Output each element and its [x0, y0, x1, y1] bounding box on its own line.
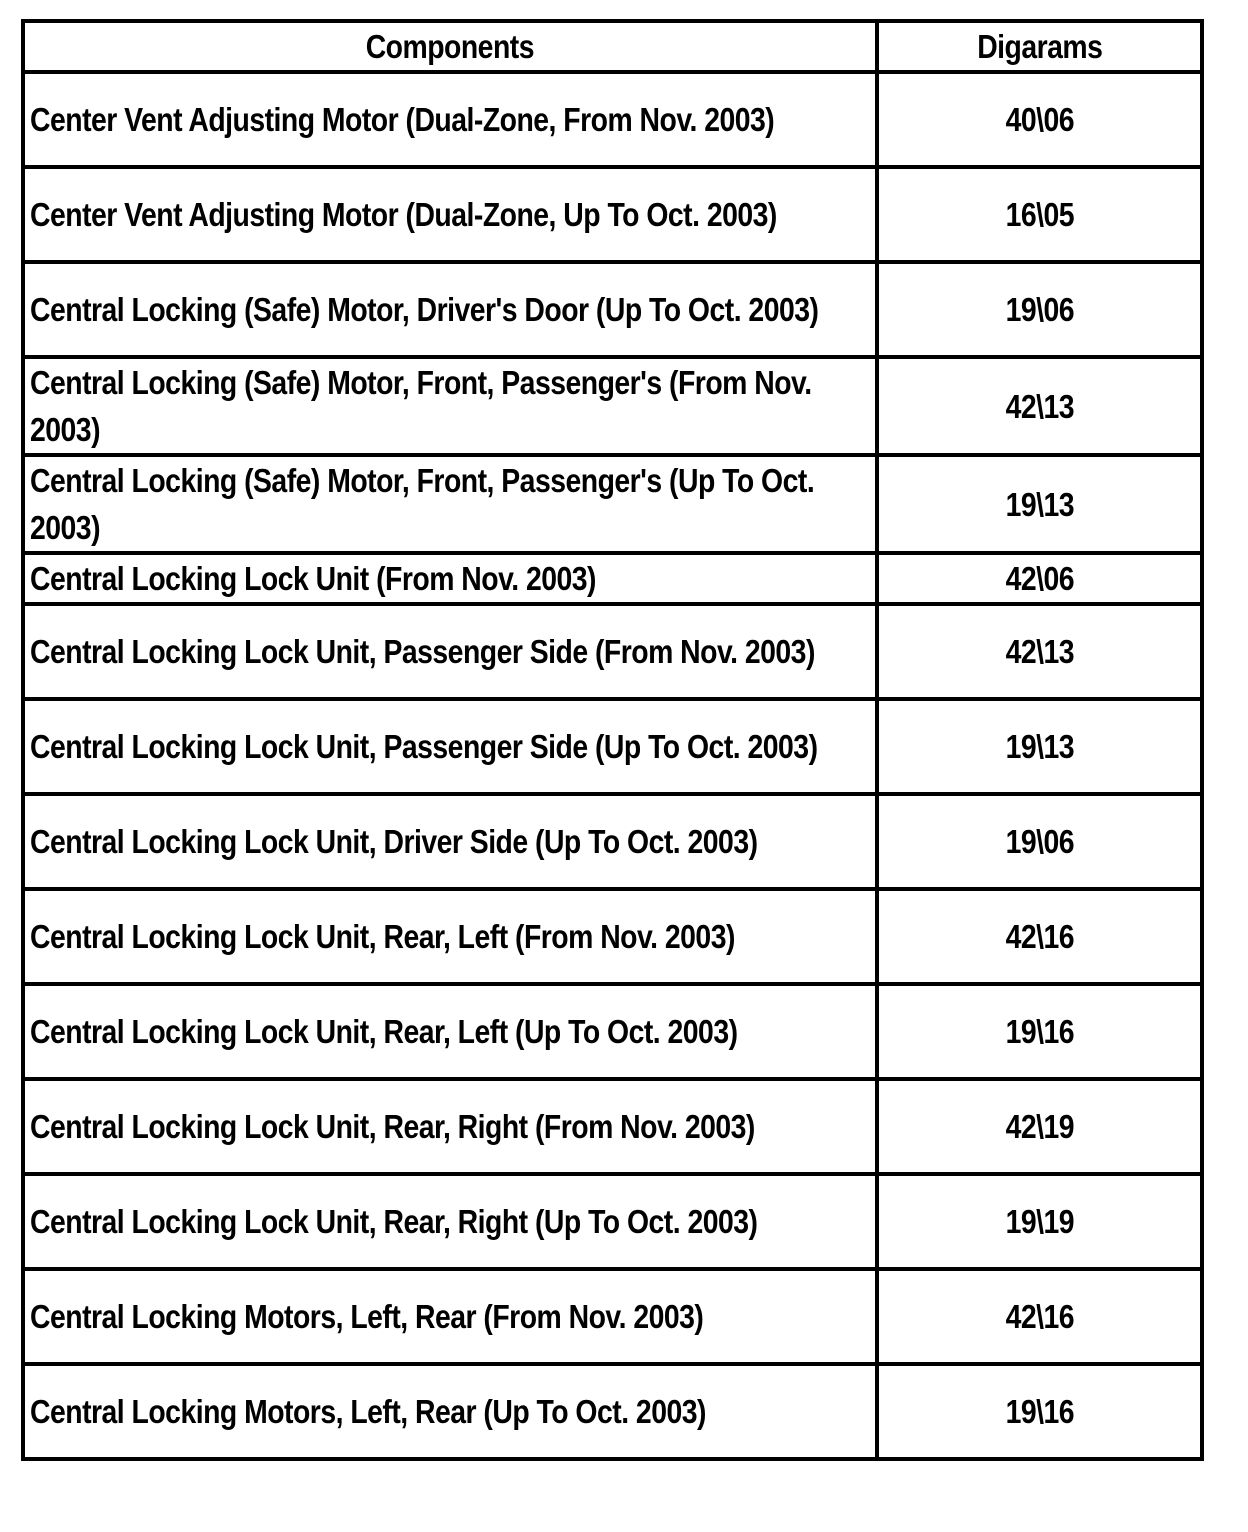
- component-cell: Central Locking Lock Unit, Rear, Right (Up To Oct. 2003): [23, 1174, 877, 1269]
- header-components: Components: [23, 21, 877, 72]
- diagram-cell: 19\06: [877, 794, 1202, 889]
- table-row: [23, 699, 1202, 794]
- component-cell: Central Locking (Safe) Motor, Front, Passenger's (From Nov. 2003): [23, 357, 877, 455]
- diagram-cell: 19\16: [877, 1364, 1202, 1459]
- table-row: [23, 794, 1202, 889]
- component-cell: Central Locking Lock Unit, Driver Side (Up To Oct. 2003): [23, 794, 877, 889]
- component-cell: Central Locking Motors, Left, Rear (From Nov. 2003): [23, 1269, 877, 1364]
- component-cell: Central Locking Motors, Left, Rear (Up To Oct. 2003): [23, 1364, 877, 1459]
- component-cell: Central Locking (Safe) Motor, Front, Passenger's (Up To Oct. 2003): [23, 455, 877, 553]
- table-row: [23, 1364, 1202, 1459]
- diagram-cell: 42\16: [877, 1269, 1202, 1364]
- diagram-cell: 19\06: [877, 262, 1202, 357]
- component-cell: Center Vent Adjusting Motor (Dual-Zone, Up To Oct. 2003): [23, 167, 877, 262]
- diagram-cell: 42\16: [877, 889, 1202, 984]
- table-row: [23, 357, 1202, 455]
- table-row: [23, 167, 1202, 262]
- table-row: [23, 553, 1202, 604]
- table-row: [23, 889, 1202, 984]
- table-row: [23, 984, 1202, 1079]
- diagram-cell: 19\13: [877, 699, 1202, 794]
- table-row: [23, 72, 1202, 167]
- diagram-cell: 16\05: [877, 167, 1202, 262]
- component-cell: Central Locking Lock Unit, Passenger Side (Up To Oct. 2003): [23, 699, 877, 794]
- diagram-cell: 40\06: [877, 72, 1202, 167]
- table-row: [23, 455, 1202, 553]
- component-cell: Central Locking Lock Unit, Rear, Left (Up To Oct. 2003): [23, 984, 877, 1079]
- table-row: [23, 1079, 1202, 1174]
- components-diagrams-table: [21, 19, 1204, 1461]
- component-cell: Central Locking Lock Unit, Rear, Right (From Nov. 2003): [23, 1079, 877, 1174]
- table-row: [23, 1174, 1202, 1269]
- diagram-cell: 42\13: [877, 604, 1202, 699]
- diagram-cell: 42\13: [877, 357, 1202, 455]
- component-cell: Central Locking Lock Unit (From Nov. 2003): [23, 553, 877, 604]
- component-cell: Central Locking Lock Unit, Passenger Side (From Nov. 2003): [23, 604, 877, 699]
- diagram-cell: 19\19: [877, 1174, 1202, 1269]
- table-row: [23, 604, 1202, 699]
- component-cell: Central Locking (Safe) Motor, Driver's Door (Up To Oct. 2003): [23, 262, 877, 357]
- header-row: [23, 21, 1202, 72]
- table-row: [23, 262, 1202, 357]
- component-cell: Center Vent Adjusting Motor (Dual-Zone, From Nov. 2003): [23, 72, 877, 167]
- diagram-cell: 42\06: [877, 553, 1202, 604]
- component-cell: Central Locking Lock Unit, Rear, Left (From Nov. 2003): [23, 889, 877, 984]
- table-row: [23, 1269, 1202, 1364]
- diagram-cell: 42\19: [877, 1079, 1202, 1174]
- diagram-cell: 19\16: [877, 984, 1202, 1079]
- diagram-cell: 19\13: [877, 455, 1202, 553]
- header-diagrams: Digarams: [877, 21, 1202, 72]
